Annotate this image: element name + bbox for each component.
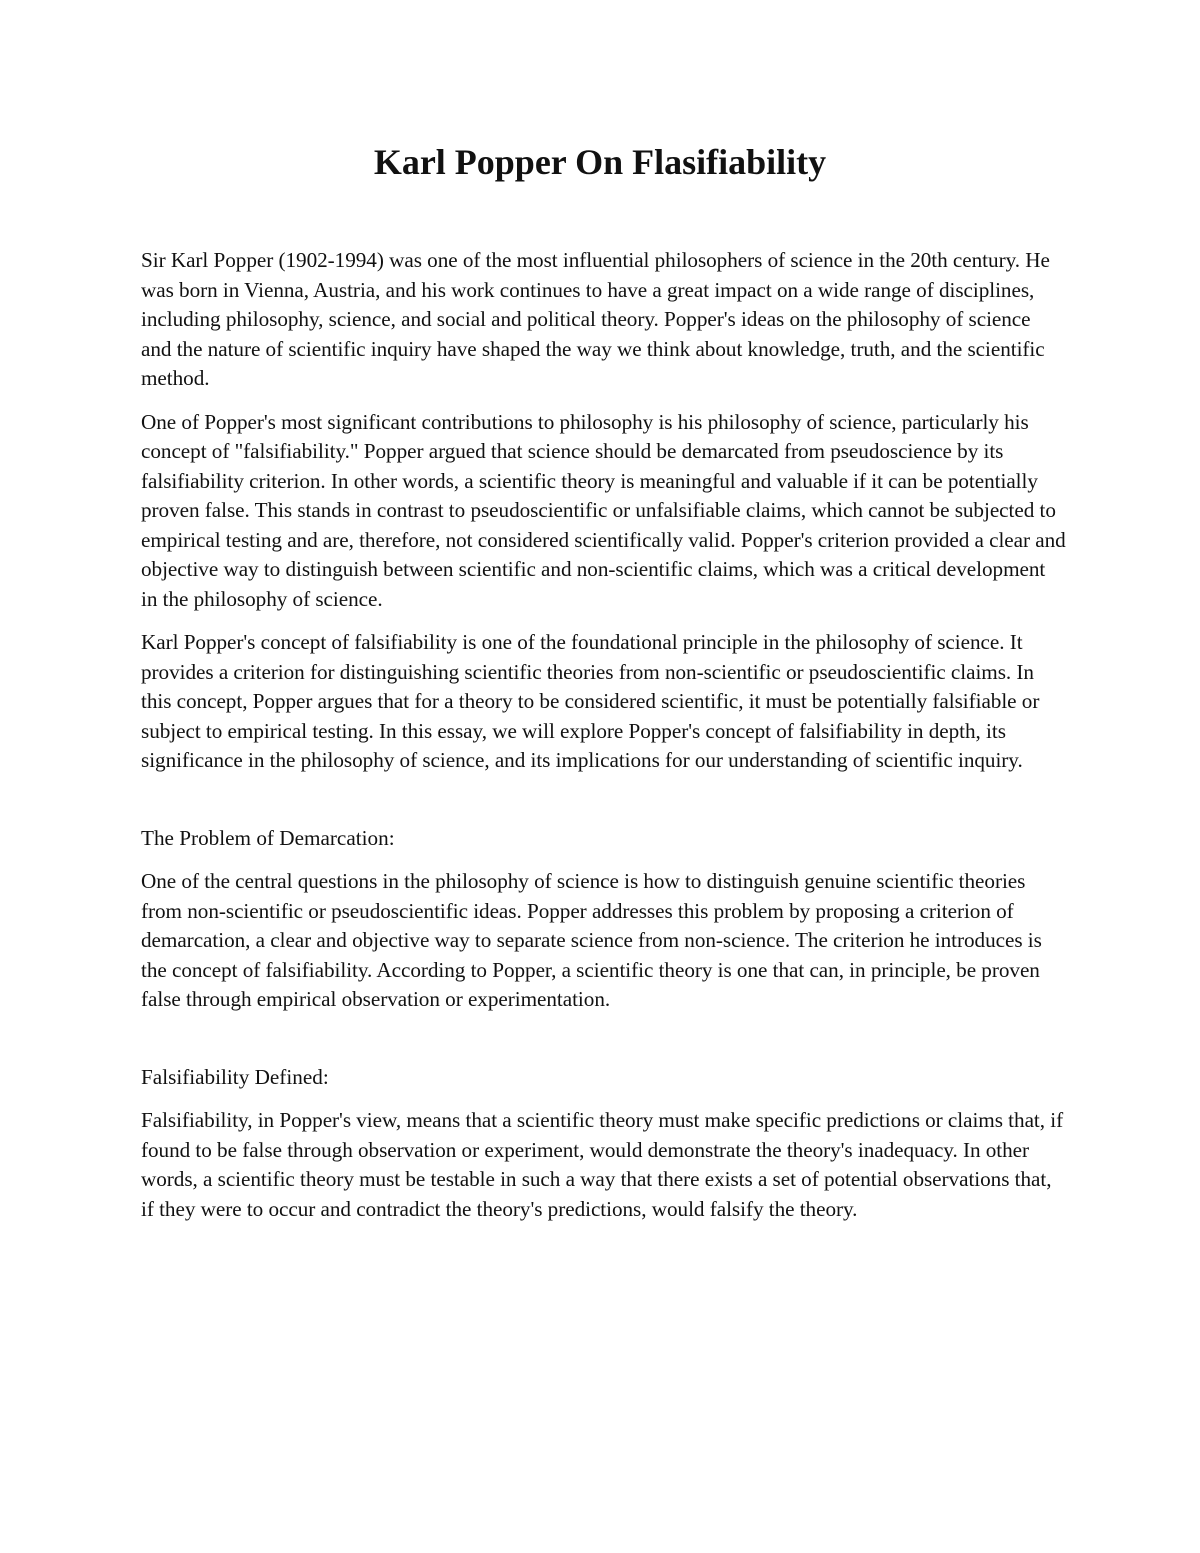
section-text-demarcation: One of the central questions in the philosophy of science is how to distinguish genuine scientific theories from non-scientific or pseudoscientific ideas. Popper addresses this problem by proposing a criterion of demarcation, a clear and objective way to separate science from non-science. The criterion he introduces is the concept of falsifiability. According to Popper, a scientific theory is one that can, in principle, be proven false through empirical observation or experimentation. <box>141 869 1042 1011</box>
section-spacer <box>141 1029 1066 1063</box>
section-heading-demarcation: The Problem of Demarcation: <box>141 825 395 850</box>
intro-paragraph-2: One of Popper's most significant contributions to philosophy is his philosophy of science, particularly his concept of "falsifiability." Popper argued that science should be demarcated from pseudoscience by its falsifiability criterion. In other words, a scientific theory is meaningful and valuable if it can be potentially proven false. This stands in contrast to pseudoscientific or unfalsifiable claims, which cannot be subjected to empirical testing and are, therefore, not considered scientifically valid. Popper's criterion provided a clear and objective way to distinguish between scientific and non-scientific claims, which was a critical development in the philosophy of science. <box>141 409 1066 611</box>
document-title: Karl Popper On Flasifiability <box>373 142 827 182</box>
document-body <box>141 246 1066 1238</box>
intro-paragraph-3: Karl Popper's concept of falsifiability is one of the foundational principle in the philosophy of science. It provides a criterion for distinguishing scientific theories from non-scientific or pseudoscientific claims. In this concept, Popper argues that for a theory to be considered scientific, it must be potentially falsifiable or subject to empirical testing. In this essay, we will explore Popper's concept of falsifiability in depth, its significance in the philosophy of science, and its implications for our understanding of scientific inquiry. <box>141 630 1040 772</box>
section-heading-falsifiability: Falsifiability Defined: <box>141 1064 329 1089</box>
section-text-falsifiability: Falsifiability, in Popper's view, means that a scientific theory must make specific predictions or claims that, if found to be false through observation or experiment, would demonstrate the theory's inadequacy. In other words, a scientific theory must be testable in such a way that there exists a set of potential observations that, if they were to occur and contradict the theory's predictions, would falsify the theory. <box>141 1108 1064 1221</box>
section-spacer <box>141 790 1066 824</box>
intro-paragraph-1: Sir Karl Popper (1902-1994) was one of the most influential philosophers of science in the 20th century. He was born in Vienna, Austria, and his work continues to have a great impact on a wide range of disciplines, including philosophy, science, and social and political theory. Popper's ideas on the philosophy of science and the nature of scientific inquiry have shaped the way we think about knowledge, truth, and the scientific method. <box>141 248 1050 390</box>
